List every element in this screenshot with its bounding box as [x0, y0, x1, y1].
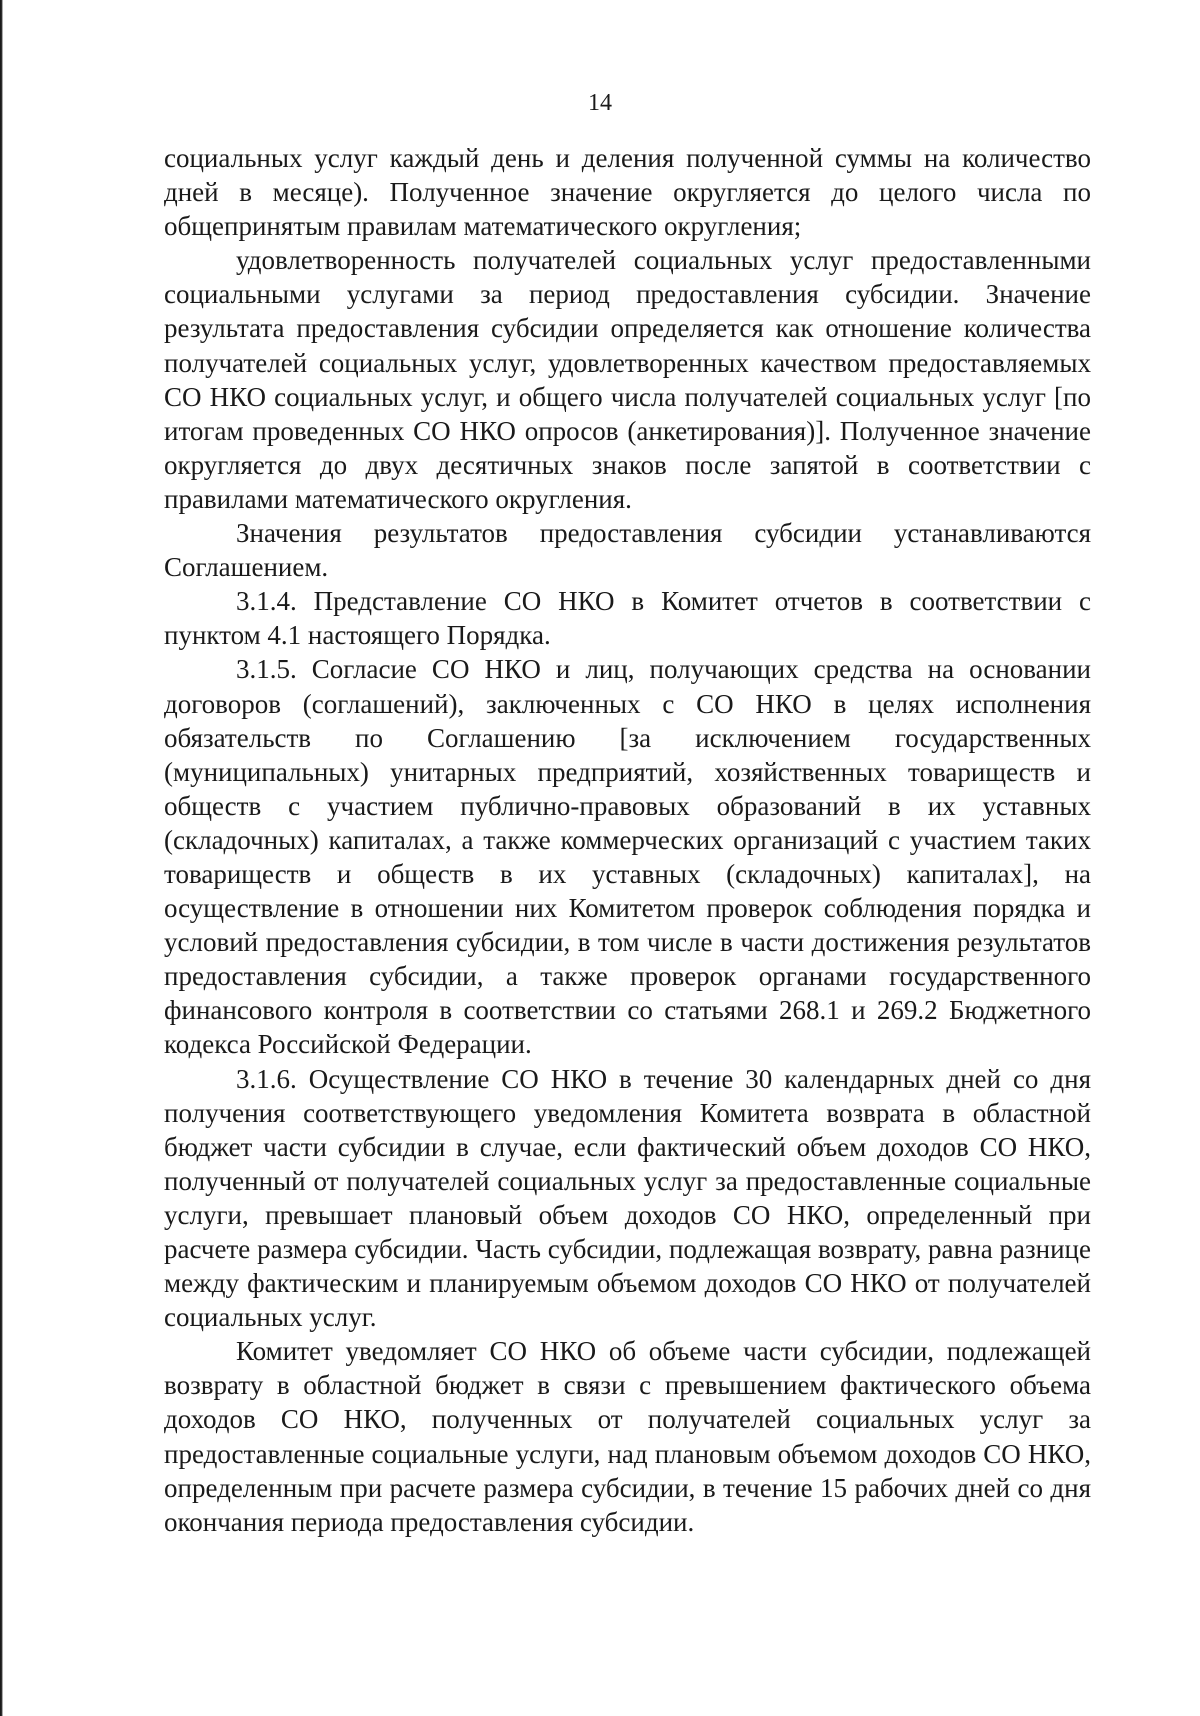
paragraph-3-1-5: 3.1.5. Согласие СО НКО и лиц, получающих средства на основании договоров (соглашений), заключенных с СО НКО в целях исполнения обязательств по Соглашению [за исключением государственных (муниципальных) унитарных предприятий, хозяйственных товариществ и обществ с участием публично-правовых образований в их уставных (складочных) капиталах, а также коммерческих организаций с участием таких товариществ и обществ в их уставных (складочных) капиталах], на осуществление в отношении них Комитетом проверок соблюдения порядка и условий предоставления субсидии, в том числе в части достижения результатов предоставления субсидии, а также проверок органами государственного финансового контроля в соответствии со статьями 268.1 и 269.2 Бюджетного кодекса Российской Федерации. [164, 654, 1091, 1060]
paragraph-committee-notice: Комитет уведомляет СО НКО об объеме части субсидии, подлежащей возврату в областной бюджет в связи с превышением фактического объема доходов СО НКО, полученных от получателей социальных услуг за предоставленные социальные услуги, над плановым объемом доходов СО НКО, определенным при расчете размера субсидии, в течение 15 рабочих дней со дня окончания периода предоставления субсидии. [164, 1336, 1091, 1537]
paragraph-satisfaction-indicator: удовлетворенность получателей социальных услуг предоставленными социальными услугами за период предоставления субсидии. Значение результата предоставления субсидии определяется как отношение количества получателей социальных услуг, удовлетворенных качеством предоставляемых СО НКО социальных услуг, и общего числа получателей социальных услуг [по итогам проведенных СО НКО опросов (анкетирования)]. Полученное значение округляется до двух десятичных знаков после запятой в соответствии с правилами математического округления. [164, 245, 1091, 514]
paragraph-results-values: Значения результатов предоставления субсидии устанавливаются Соглашением. [164, 518, 1091, 583]
paragraph-3-1-6: 3.1.6. Осуществление СО НКО в течение 30 календарных дней со дня получения соответствующего уведомления Комитета возврата в областной бюджет части субсидии в случае, если фактический объем доходов СО НКО, полученный от получателей социальных услуг за предоставленные социальные услуги, превышает плановый объем доходов СО НКО, определенный при расчете размера субсидии. Часть субсидии, подлежащая возврату, равна разнице между фактическим и планируемым объемом доходов СО НКО от получателей социальных услуг. [164, 1063, 1091, 1333]
scan-edge-shadow [0, 0, 3, 1716]
paragraph-3-1-4: 3.1.4. Представление СО НКО в Комитет отчетов в соответствии с пунктом 4.1 настоящего Порядка. [164, 586, 1091, 651]
page-number: 14 [588, 90, 612, 116]
document-body [164, 141, 1091, 1539]
paragraph-continuation: социальных услуг каждый день и деления полученной суммы на количество дней в месяце). Полученное значение округляется до целого числа по общепринятым правилам математического округления; [164, 143, 1091, 242]
